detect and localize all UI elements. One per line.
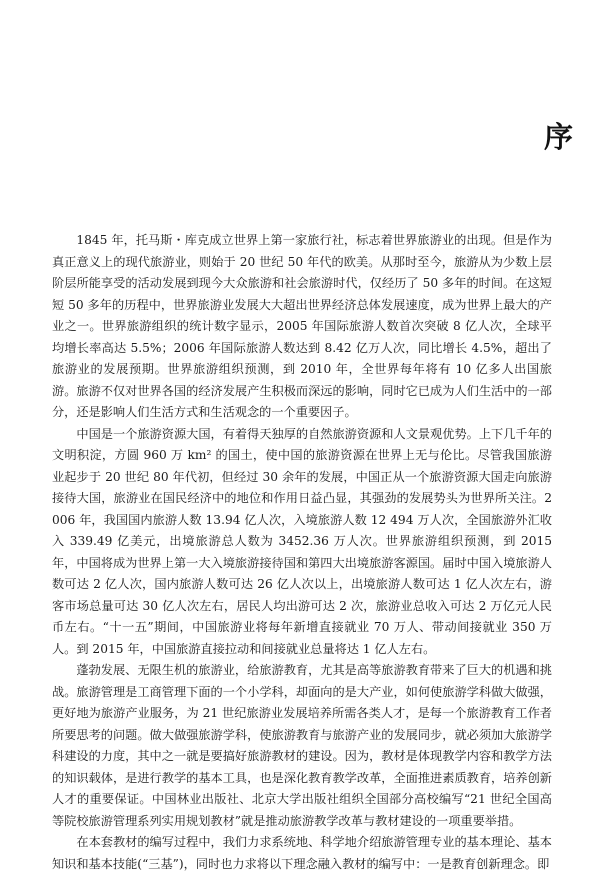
- body-text: [52, 230, 552, 875]
- paragraph: 中国是一个旅游资源大国，有着得天独厚的自然旅游资源和人文景观优势。上下几千年的文明积淀，方圆 960 万 km² 的国土，使中国的旅游资源在世界上无与伦比。尽管我国旅游业起步于 20 世纪 80 年代初，但经过 30 余年的发展，中国正从一个旅游资源大国走向旅游接待大国，旅游业在国民经济中的地位和作用日益凸显，其强劲的发展势头为世界所关注。2006 年，我国国内旅游人数 13.94 亿人次，入境旅游人数 12 494 万人次，全国旅游外汇收入 339.49 亿美元，出境旅游总人数为 3452.36 万人次。世界旅游组织预测，到 2015 年，中国将成为世界上第一大入境旅游接待国和第四大出境旅游客源国。届时中国入境旅游人数可达 2 亿人次，国内旅游人数可达 26 亿人次以上，出境旅游人数可达 1 亿人次左右，游客市场总量可达 30 亿人次左右，居民人均出游可达 2 次，旅游业总收入可达 2 万亿元人民币左右。“十一五”期间，中国旅游业将每年新增直接就业 70 万人、带动间接就业 350 万人。到 2015 年，中国旅游直接拉动和间接就业总量将达 1 亿人左右。: [52, 426, 552, 656]
- paragraph: 1845 年，托马斯・库克成立世界上第一家旅行社，标志着世界旅游业的出现。但是作为真正意义上的现代旅游业，则始于 20 世纪 50 年代的欧美。从那时至今，旅游从为少数上层阶层所能享受的活动发展到现今大众旅游和社会旅游时代，仅经历了 50 多年的时间。在这短短 50 多年的历程中，世界旅游业发展大大超出世界经济总体发展速度，成为世界上最大的产业之一。世界旅游组织的统计数字显示，2005 年国际旅游人数首次突破 8 亿人次，全球平均增长率高达 5.5%；2006 年国际旅游人数达到 8.42 亿万人次，同比增长 4.5%，超出了旅游业的发展预期。世界旅游组织预测，到 2010 年，全世界每年将有 10 亿多人出国旅游。旅游不仅对世界各国的经济发展产生积极而深远的影响，同时它已成为人们生活中的一部分，还是影响人们生活方式和生活观念的一个重要因子。: [52, 233, 552, 419]
- page-title: 序: [543, 120, 573, 154]
- paragraph: 在本套教材的编写过程中，我们力求系统地、科学地介绍旅游管理专业的基本理论、基本知识和基本技能(“三基”)，同时也力求将以下理念融入教材的编写中：一是教育创新理念。即: [52, 835, 552, 871]
- paragraph: 蓬勃发展、无限生机的旅游业，给旅游教育，尤其是高等旅游教育带来了巨大的机遇和挑战。旅游管理是工商管理下面的一个小学科，却面向的是大产业，如何使旅游学科做大做强，更好地为旅游产业服务，为 21 世纪旅游业发展培养所需各类人才，是每一个旅游教育工作者所要思考的问题。做大做强旅游学科，使旅游教育与旅游产业的发展同步，就必须加大旅游学科建设的力度，其中之一就是要搞好旅游教材的建设。因为，教材是体现教学内容和教学方法的知识载体，是进行教学的基本工具，也是深化教育教学改革，全面推进素质教育，培养创新人才的重要保证。中国林业出版社、北京大学出版社组织全国部分高校编写“21 世纪全国高等院校旅游管理系列实用规划教材”就是推动旅游教学改革与教材建设的一项重要举措。: [52, 663, 552, 828]
